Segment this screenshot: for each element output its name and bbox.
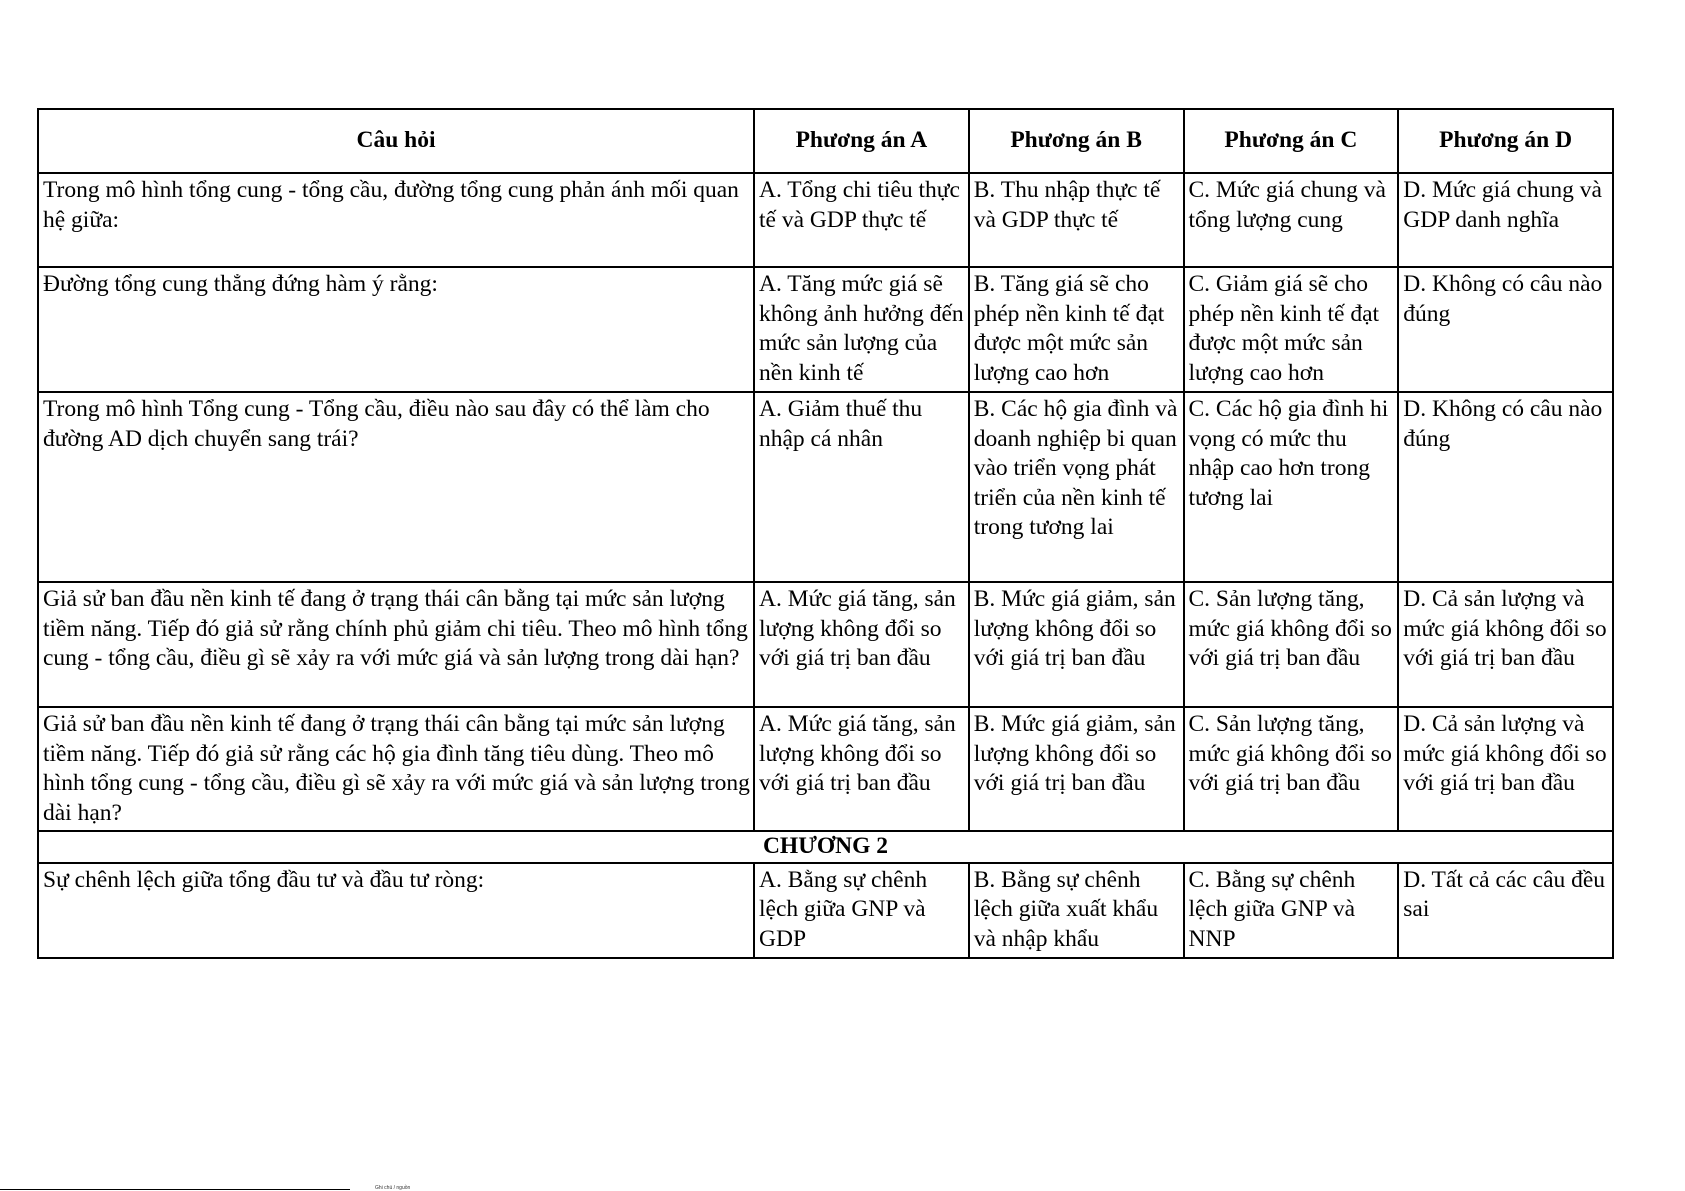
header-question: Câu hỏi bbox=[38, 109, 754, 173]
table-row bbox=[38, 707, 1613, 831]
section-row bbox=[38, 831, 1613, 863]
header-row bbox=[38, 109, 1613, 173]
option-d-cell: D. Mức giá chung và GDP danh nghĩa bbox=[1398, 173, 1613, 267]
table-row bbox=[38, 392, 1613, 582]
option-a-cell: A. Mức giá tăng, sản lượng không đổi so với giá trị ban đầu bbox=[754, 582, 969, 707]
option-c-cell: C. Sản lượng tăng, mức giá không đổi so với giá trị ban đầu bbox=[1184, 582, 1399, 707]
option-a-cell: A. Tăng mức giá sẽ không ảnh hưởng đến mức sản lượng của nền kinh tế bbox=[754, 267, 969, 392]
option-a-cell: A. Bằng sự chênh lệch giữa GNP và GDP bbox=[754, 863, 969, 958]
option-a-cell: A. Mức giá tăng, sản lượng không đổi so với giá trị ban đầu bbox=[754, 707, 969, 831]
option-d-cell: D. Cả sản lượng và mức giá không đổi so với giá trị ban đầu bbox=[1398, 582, 1613, 707]
option-d-cell: D. Không có câu nào đúng bbox=[1398, 267, 1613, 392]
quiz-table bbox=[37, 108, 1614, 959]
option-c-cell: C. Giảm giá sẽ cho phép nền kinh tế đạt được một mức sản lượng cao hơn bbox=[1184, 267, 1399, 392]
header-option-d: Phương án D bbox=[1398, 109, 1613, 173]
question-cell: Trong mô hình tổng cung - tổng cầu, đường tổng cung phản ánh mối quan hệ giữa: bbox=[38, 173, 754, 267]
option-a-cell: A. Tổng chi tiêu thực tế và GDP thực tế bbox=[754, 173, 969, 267]
option-b-cell: B. Mức giá giảm, sản lượng không đổi so với giá trị ban đầu bbox=[969, 707, 1184, 831]
option-c-cell: C. Sản lượng tăng, mức giá không đổi so với giá trị ban đầu bbox=[1184, 707, 1399, 831]
question-cell: Sự chênh lệch giữa tổng đầu tư và đầu tư ròng: bbox=[38, 863, 754, 958]
option-b-cell: B. Bằng sự chênh lệch giữa xuất khẩu và nhập khẩu bbox=[969, 863, 1184, 958]
footnote-text: Ghi chú / nguồn bbox=[375, 1185, 411, 1191]
question-cell: Trong mô hình Tổng cung - Tổng cầu, điều nào sau đây có thể làm cho đường AD dịch chuyển sang trái? bbox=[38, 392, 754, 582]
table-row bbox=[38, 267, 1613, 392]
option-b-cell: B. Mức giá giảm, sản lượng không đổi so với giá trị ban đầu bbox=[969, 582, 1184, 707]
question-cell: Giả sử ban đầu nền kinh tế đang ở trạng thái cân bằng tại mức sản lượng tiềm năng. Tiếp đó giả sử rằng chính phủ giảm chi tiêu. Theo mô hình tổng cung - tổng cầu, điều gì sẽ xảy ra với mức giá và sản lượng trong dài hạn? bbox=[38, 582, 754, 707]
option-c-cell: C. Mức giá chung và tổng lượng cung bbox=[1184, 173, 1399, 267]
option-c-cell: C. Các hộ gia đình hi vọng có mức thu nhập cao hơn trong tương lai bbox=[1184, 392, 1399, 582]
table-row bbox=[38, 582, 1613, 707]
option-b-cell: B. Thu nhập thực tế và GDP thực tế bbox=[969, 173, 1184, 267]
question-cell: Giả sử ban đầu nền kinh tế đang ở trạng thái cân bằng tại mức sản lượng tiềm năng. Tiếp đó giả sử rằng các hộ gia đình tăng tiêu dùng. Theo mô hình tổng cung - tổng cầu, điều gì sẽ xảy ra với mức giá và sản lượng trong dài hạn? bbox=[38, 707, 754, 831]
option-c-cell: C. Bằng sự chênh lệch giữa GNP và NNP bbox=[1184, 863, 1399, 958]
option-d-cell: D. Không có câu nào đúng bbox=[1398, 392, 1613, 582]
header-option-c: Phương án C bbox=[1184, 109, 1399, 173]
option-a-cell: A. Giảm thuế thu nhập cá nhân bbox=[754, 392, 969, 582]
question-cell: Đường tổng cung thẳng đứng hàm ý rằng: bbox=[38, 267, 754, 392]
option-b-cell: B. Các hộ gia đình và doanh nghiệp bi quan vào triển vọng phát triển của nền kinh tế trong tương lai bbox=[969, 392, 1184, 582]
header-option-b: Phương án B bbox=[969, 109, 1184, 173]
option-d-cell: D. Tất cả các câu đều sai bbox=[1398, 863, 1613, 958]
table-row bbox=[38, 863, 1613, 958]
section-title: CHƯƠNG 2 bbox=[38, 831, 1613, 863]
header-option-a: Phương án A bbox=[754, 109, 969, 173]
option-d-cell: D. Cả sản lượng và mức giá không đổi so với giá trị ban đầu bbox=[1398, 707, 1613, 831]
option-b-cell: B. Tăng giá sẽ cho phép nền kinh tế đạt được một mức sản lượng cao hơn bbox=[969, 267, 1184, 392]
table-row bbox=[38, 173, 1613, 267]
